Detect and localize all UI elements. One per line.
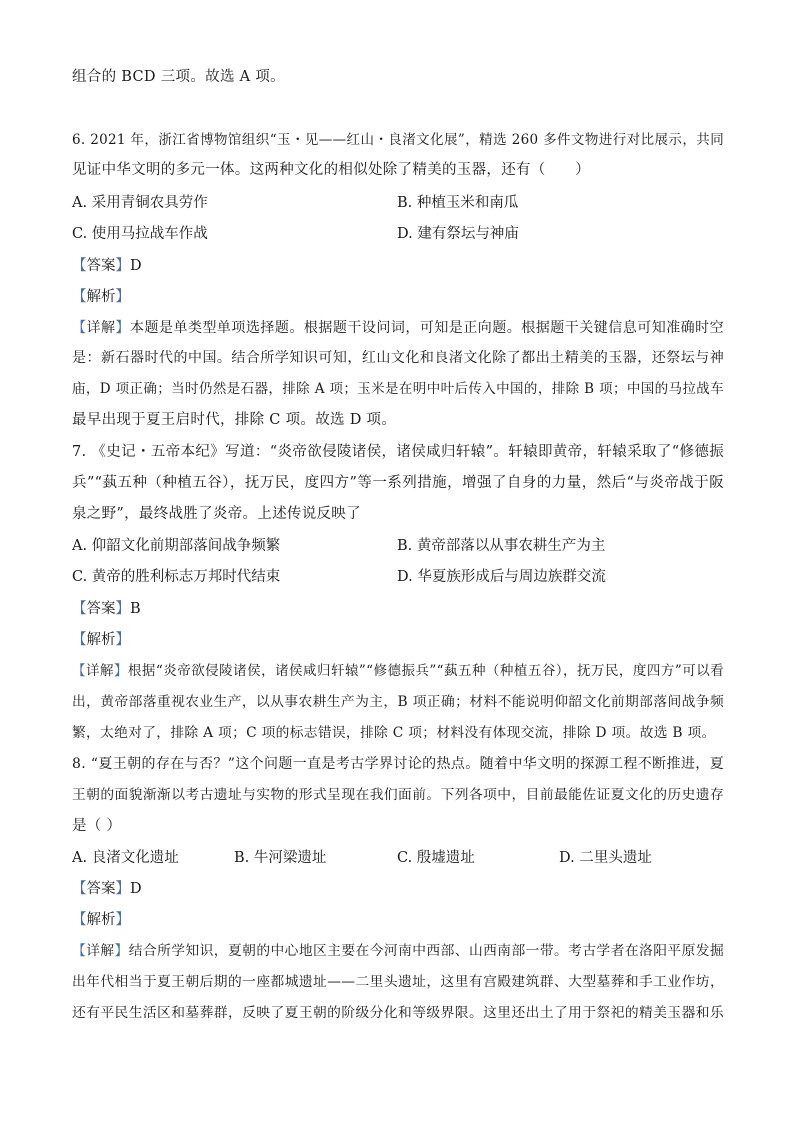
q8-option-d: D. 二里头遗址 xyxy=(559,850,652,866)
q7-detail-label: 详解 xyxy=(85,663,114,679)
q6-option-d: D. 建有祭坛与神庙 xyxy=(397,226,519,242)
q6-detail-label: 详解 xyxy=(86,320,116,336)
q8-option-a: A. 良渚文化遗址 xyxy=(72,850,179,866)
q6-option-c: C. 使用马拉战车作战 xyxy=(72,226,208,242)
q6-detail-line-1: 【详解】本题是单类型单项选择题。根据题干设问词，可知是正向题。根据题干关键信息可知准确时空 xyxy=(72,320,724,336)
q7-option-d: D. 华夏族形成后与周边族群交流 xyxy=(397,569,606,585)
q8-stem-line-1: 8. “夏王朝的存在与否？”这个问题一直是考古学界讨论的热点。随着中华文明的探源工程不断推进，夏 xyxy=(72,756,724,772)
q6-option-a: A. 采用青铜农具劳作 xyxy=(72,195,208,211)
q8-detail-line-3: 还有平民生活区和墓葬群，反映了夏王朝的阶级分化和等级界限。这里还出土了用于祭祀的精美玉器和乐 xyxy=(72,1005,724,1021)
q6-option-b: B. 种植玉米和南瓜 xyxy=(397,195,519,211)
q7-answer-label: 答案 xyxy=(86,601,116,617)
q8-analysis-label: 解析 xyxy=(86,912,116,928)
q6-detail-text-1: 本题是单类型单项选择题。根据题干设问词，可知是正向题。根据题干关键信息可知准确时空 xyxy=(129,320,724,336)
q8-answer-value: D xyxy=(130,881,142,897)
q8-detail-line-1: 【详解】结合所学知识，夏朝的中心地区主要在今河南中西部、山西南部一带。考古学者在洛阳平原发掘 xyxy=(72,943,724,959)
q8-option-c: C. 殷墟遗址 xyxy=(397,850,475,866)
q6-analysis: 【解析】 xyxy=(72,289,130,305)
q7-option-c: C. 黄帝的胜利标志万邦时代结束 xyxy=(72,569,281,585)
q8-analysis: 【解析】 xyxy=(72,912,130,928)
q8-answer: 【答案】D xyxy=(72,881,142,897)
q6-answer: 【答案】D xyxy=(72,258,142,274)
q7-detail-text-1: 根据“炎帝欲侵陵诸侯，诸侯咸归轩辕”“修德振兵”“蓺五种（种植五谷），抚万民，度四方”可以看 xyxy=(127,663,724,679)
q7-option-b: B. 黄帝部落以从事农耕生产为主 xyxy=(397,538,606,554)
intro-line: 组合的 BCD 三项。故选 A 项。 xyxy=(72,69,285,85)
q8-answer-label: 答案 xyxy=(86,881,116,897)
q8-stem-line-3: 是（ ） xyxy=(72,818,122,834)
q7-stem-line-2: 兵”“蓺五种（种植五谷），抚万民，度四方”等一系列措施，增强了自身的力量，然后“与炎帝战于阪 xyxy=(72,475,724,491)
q8-detail-text-1: 结合所学知识，夏朝的中心地区主要在今河南中西部、山西南部一带。考古学者在洛阳平原发掘 xyxy=(128,943,724,959)
q8-detail-line-2: 出年代相当于夏王朝后期的一座都城遗址——二里头遗址，这里有宫殿建筑群、大型墓葬和手工业作坊， xyxy=(72,974,724,990)
q6-detail-line-3: 庙，D 项正确；当时仍然是石器，排除 A 项；玉米是在明中叶后传入中国的，排除 B 项；中国的马拉战车 xyxy=(72,381,724,397)
q6-analysis-label: 解析 xyxy=(86,289,116,305)
q7-stem-line-3: 泉之野”，最终战胜了炎帝。上述传说反映了 xyxy=(72,506,361,522)
q6-answer-value: D xyxy=(130,258,142,274)
q7-analysis-label: 解析 xyxy=(86,632,116,648)
q8-option-b: B. 牛河梁遗址 xyxy=(234,850,327,866)
q7-option-a: A. 仰韶文化前期部落间战争频繁 xyxy=(72,538,281,554)
q7-stem-line-1: 7. 《史记・五帝本纪》写道：“炎帝欲侵陵诸侯，诸侯咸归轩辕”。轩辕即黄帝，轩辕采取了“修德振 xyxy=(72,444,724,460)
q6-detail-line-4: 最早出现于夏王启时代，排除 C 项。故选 D 项。 xyxy=(72,412,397,428)
q8-stem-line-2: 王朝的面貌渐渐以考古遗址与实物的形式呈现在我们面前。下列各项中，目前最能佐证夏文化的历史遗存 xyxy=(72,787,724,803)
q7-detail-line-2: 出，黄帝部落重视农业生产，以从事农耕生产为主，B 项正确；材料不能说明仰韶文化前期部落间战争频 xyxy=(72,694,724,710)
q6-stem-line-2: 见证中华文明的多元一体。这两种文化的相似处除了精美的玉器，还有（ ） xyxy=(72,162,590,178)
q6-detail-line-2: 是：新石器时代的中国。结合所学知识可知，红山文化和良渚文化除了都出土精美的玉器，还祭坛与神 xyxy=(72,350,724,366)
q7-detail-line-1: 【详解】根据“炎帝欲侵陵诸侯，诸侯咸归轩辕”“修德振兵”“蓺五种（种植五谷），抚万民，度四方”可以看 xyxy=(72,663,724,679)
q7-analysis: 【解析】 xyxy=(72,632,130,648)
q8-detail-label: 详解 xyxy=(86,943,115,959)
q7-answer-value: B xyxy=(130,601,141,617)
q6-answer-label: 答案 xyxy=(86,258,116,274)
q7-answer: 【答案】B xyxy=(72,601,141,617)
q6-stem-line-1: 6. 2021 年，浙江省博物馆组织“玉・见——红山・良渚文化展”，精选 260 多件文物进行对比展示，共同 xyxy=(72,132,724,148)
q7-detail-line-3: 繁，太绝对了，排除 A 项；C 项的标志错误，排除 C 项；材料没有体现交流，排除 D 项。故选 B 项。 xyxy=(72,725,716,741)
